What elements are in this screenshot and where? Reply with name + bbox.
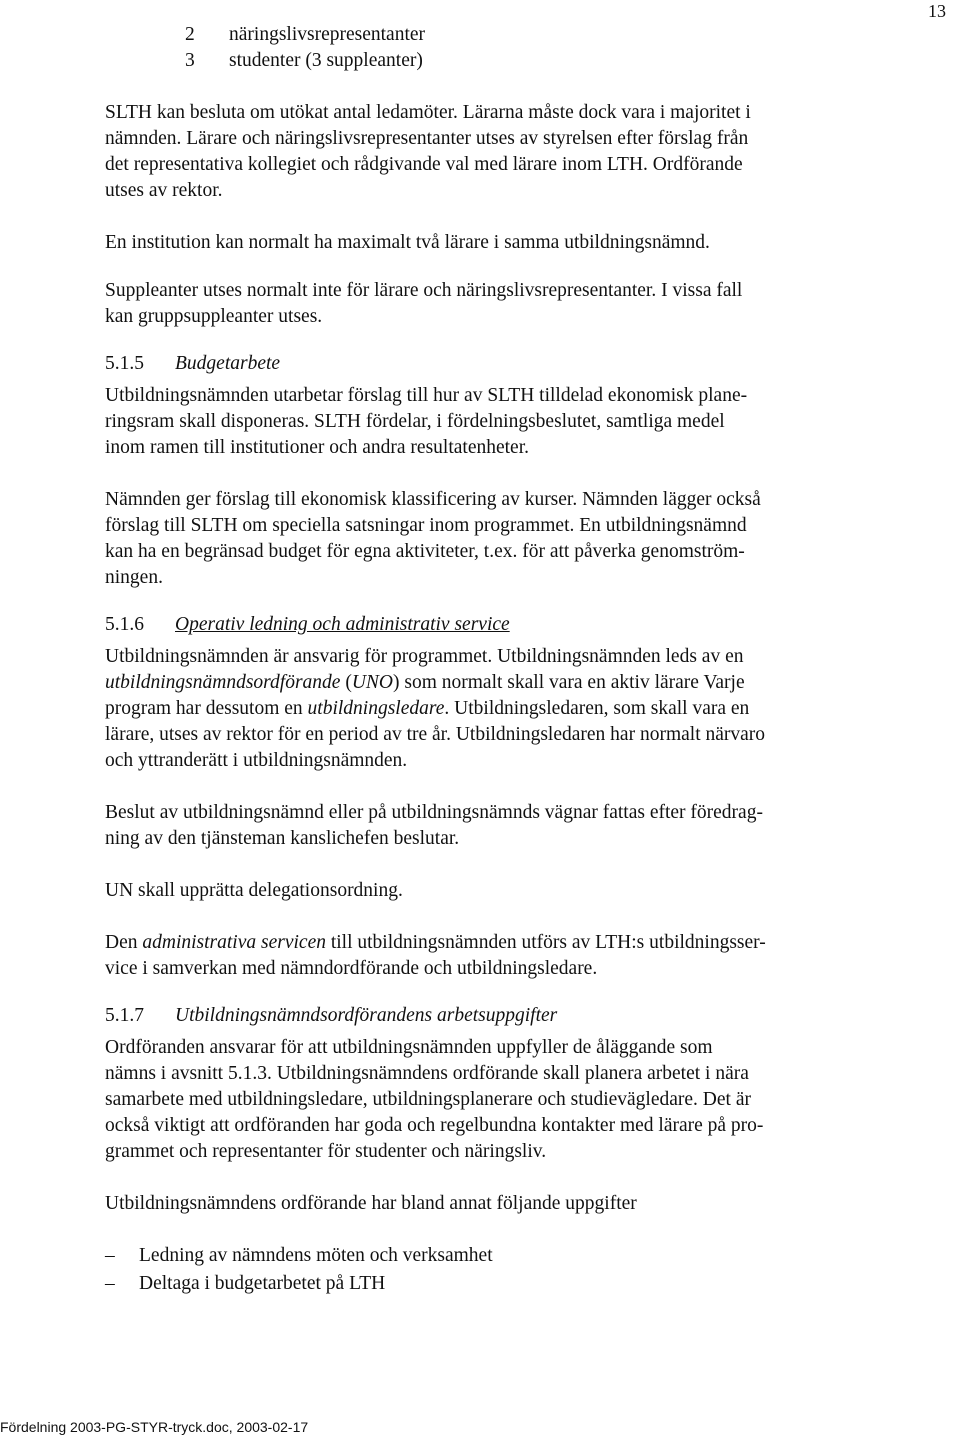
paragraph-operativ-2: Beslut av utbildningsnämnd eller på utbildningsnämnds vägnar fattas efter föredrag- ning av den tjänsteman kanslichefen beslutar. [105,802,763,849]
paragraph-administrativ: Den administrativa servicen till utbildningsnämnden utförs av LTH:s utbildningsser- vice i samverkan med nämndordförande och utbildningsledare. [105,932,766,979]
paragraph-budget-2: Nämnden ger förslag till ekonomisk klassificering av kurser. Nämnden lägger också förslag till SLTH om speciella satsningar inom programmet. En utbildningsnämnd kan ha en begränsad budget för egna aktiviteter, t.ex. för att påverka genomström- ningen. [105,489,761,588]
section-title: Utbildningsnämndsordförandens arbetsuppgifter [175,1005,558,1026]
paragraph-ledamoter: SLTH kan besluta om utökat antal ledamöter. Lärarna måste dock vara i majoritet i nämnden. Lärare och näringslivsrepresentanter utses av styrelsen efter förslag från det representativa kollegiet och rådgivande val med lärare inom LTH. Ordförande utses av rektor. [105,102,751,201]
list-item-text: näringslivsrepresentanter [229,24,426,45]
section-heading-5-1-6 [105,612,905,638]
section-number: 5.1.6 [105,614,144,635]
list-item-text: studenter (3 suppleanter) [229,50,423,71]
section-heading-5-1-5 [105,351,905,377]
paragraph-ordforande-1: Ordföranden ansvarar för att utbildningsnämnden uppfyller de åläggande som nämns i avsnitt 5.1.3. Utbildningsnämndens ordförande skall planera arbetet i nära samarbete med utbildningsledare, utbildningsplanerare och studievägledare. Det är också viktigt att ordföranden har goda och regelbundna kontakter med lärare på pro- grammet och representanter för studenter och näringsliv. [105,1037,764,1162]
member-list [185,22,905,74]
paragraph-ordforande-2: Utbildningsnämndens ordförande har bland annat följande uppgifter [105,1193,637,1214]
list-item [105,1243,905,1269]
paragraph-budget-1: Utbildningsnämnden utarbetar förslag till hur av SLTH tilldelad ekonomisk plane- ringsram skall disponeras. SLTH fördelar, i fördelningsbeslutet, samtliga medel inom ramen till institutioner och andra resultatenheter. [105,385,748,458]
section-title: Operativ ledning och administrativ service [175,614,510,635]
list-item [185,48,905,74]
list-item-number: 2 [185,24,195,45]
list-item-number: 3 [185,50,195,71]
paragraph-institution: En institution kan normalt ha maximalt två lärare i samma utbildningsnämnd. [105,232,710,253]
page-number: 13 [928,1,946,21]
paragraph-operativ-1: Utbildningsnämnden är ansvarig för programmet. Utbildningsnämnden leds av en utbildningsnämndsordförande (UNO) som normalt skall vara en aktiv lärare Varje program har dessutom en utbildningsledare. Utbildningsledaren, som skall vara en lärare, utses av rektor för en period av tre år. Utbildningsledaren har normalt närvaro och yttranderätt i utbildningsnämnden. [105,646,766,771]
paragraph-suppleanter: Suppleanter utses normalt inte för lärare och näringslivsrepresentanter. I vissa fall kan gruppsuppleanter utses. [105,280,743,327]
paragraph-delegation: UN skall upprätta delegationsordning. [105,880,403,901]
dash-bullet: – [105,1245,115,1266]
list-item-text: Ledning av nämndens möten och verksamhet [139,1245,493,1266]
section-heading-5-1-7 [105,1003,905,1029]
document-footer: Fördelning 2003-PG-STYR-tryck.doc, 2003-02-17 [0,1419,309,1435]
dash-bullet: – [105,1273,115,1294]
list-item-text: Deltaga i budgetarbetet på LTH [139,1273,386,1294]
section-number: 5.1.7 [105,1005,144,1026]
document-body [105,22,905,1299]
section-title: Budgetarbete [175,353,281,374]
list-item [105,1271,905,1297]
section-number: 5.1.5 [105,353,144,374]
task-list [105,1243,905,1297]
list-item [185,22,905,48]
